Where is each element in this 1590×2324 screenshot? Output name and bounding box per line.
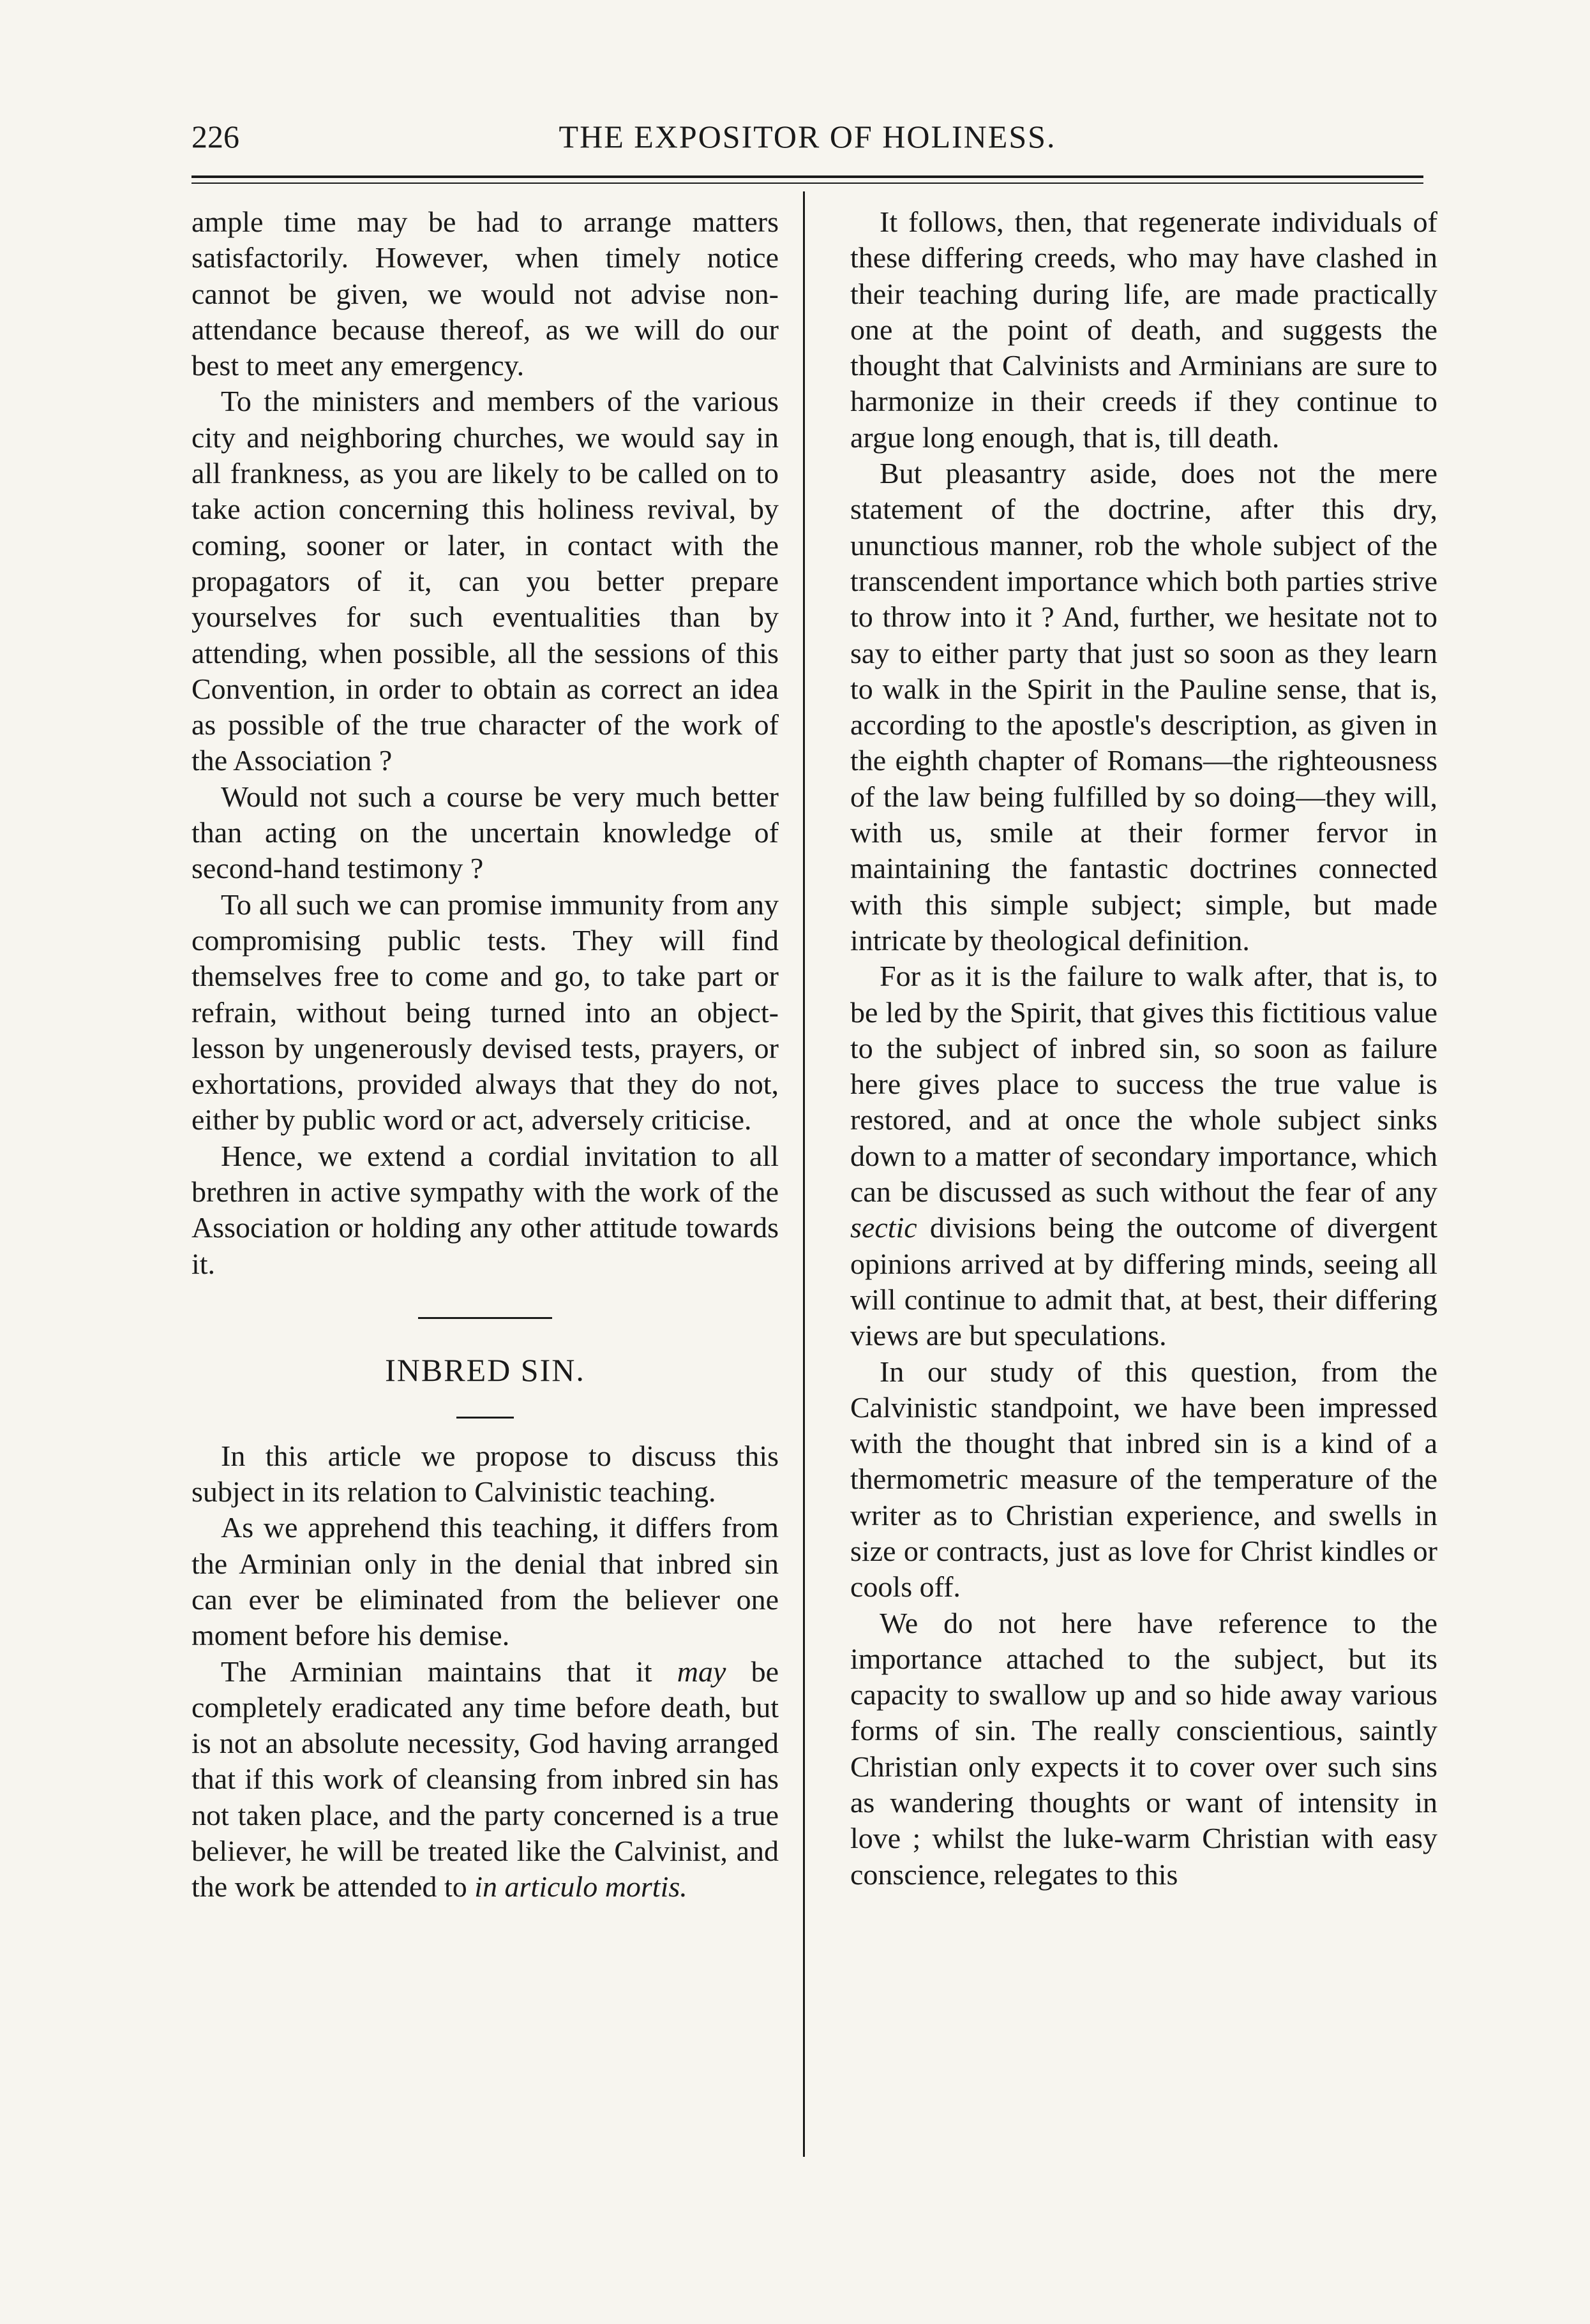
section-rule-below	[191, 1391, 779, 1427]
paragraph: It follows, then, that regenerate individuals of these differing creeds, who may have clashed in their teaching during life, are made practically one at the point of death, and suggests the thought that Calvinists and Arminians are sure to harmonize in their creeds if they continue to argue long enough, that is, till death.	[850, 205, 1437, 454]
running-title: THE EXPOSITOR OF HOLINESS.	[559, 119, 1056, 154]
emphasis: may	[677, 1655, 726, 1688]
emphasis: sectic	[850, 1211, 917, 1244]
left-column	[191, 204, 779, 2182]
page-header	[191, 118, 1423, 169]
paragraph: To the ministers and members of the various city and neighboring churches, we would say in all frankness, as you are likely to be called on to take action concerning this holiness revival, by coming, sooner or later, in contact with the propagators of it, can you better prepare yourselves for such eventualities than by attending, when possible, all the sessions of this Convention, in order to obtain as correct an idea as possible of the true character of the work of the Association ?	[191, 385, 779, 777]
paragraph: The Arminian maintains that it may be completely eradicated any time before death, but is not an absolute necessity, God having arranged that if this work of cleansing from inbred sin has not taken place, and the party concerned is a true believer, he will be treated like the Calvinist, and the work be attended to in articulo mortis.	[191, 1655, 779, 1903]
paragraph: For as it is the failure to walk after, that is, to be led by the Spirit, that gives this fictitious value to the subject of inbred sin, so soon as failure here gives place to success the true value is restored, and at once the whole subject sinks down to a matter of secondary importance, which can be discussed as such without the fear of any sectic divisions being the outcome of divergent opinions arrived at by differing minds, seeing all will continue to admit that, at best, their differing views are but speculations.	[850, 960, 1437, 1352]
emphasis: in articulo mortis.	[474, 1870, 687, 1903]
paragraph: As we apprehend this teaching, it differs from the Arminian only in the denial that inbred sin can ever be eliminated from the believer one moment before his demise.	[191, 1511, 779, 1652]
column-divider	[803, 191, 805, 2157]
section-title: INBRED SIN.	[385, 1352, 585, 1389]
right-column	[850, 204, 1437, 2182]
paragraph: We do not here have reference to the importance attached to the subject, but its capacity to swallow up and so hide away various forms of sin. The really conscientious, saintly Christian only expects it to cover over such sins as wandering thoughts or want of intensity in love ; whilst the luke-warm Christian with easy conscience, relegates to this	[850, 1606, 1437, 1891]
paragraph: Hence, we extend a cordial invitation to all brethren in active sympathy with the work of the Association or holding any other attitude towards it.	[191, 1139, 779, 1280]
paragraph: To all such we can promise immunity from any compromising public tests. They will find themselves free to come and go, to take part or refrain, without being turned into an object-lesson by ungenerously devised tests, prayers, or exhortations, provided always that they do not, either by public word or act, adversely criticise.	[191, 888, 779, 1136]
paragraph: But pleasantry aside, does not the mere statement of the doctrine, after this dry, ununctious manner, rob the whole subject of the transcendent importance which both parties strive to throw into it ? And, further, we hesitate not to say to either party that just so soon as they learn to walk in the Spirit in the Pauline sense, that is, according to the apostle's description, as given in the eighth chapter of Romans—the righteousness of the law being fulfilled by so doing—they will, with us, smile at their former fervor in maintaining the fantastic doctrines connected with this simple subject; simple, but made intricate by theological definition.	[850, 457, 1437, 957]
page-number: 226	[191, 119, 239, 154]
paragraph: In our study of this question, from the Calvinistic standpoint, we have been impressed with the thought that inbred sin is a kind of a thermometric measure of the temperature of the writer as to Christian experience, and swells in size or contracts, just as love for Christ kindles or cools off.	[850, 1355, 1437, 1604]
paragraph: Would not such a course be very much better than acting on the uncertain knowledge of second-hand testimony ?	[191, 780, 779, 885]
header-rule	[191, 175, 1423, 178]
section-rule-above	[191, 1297, 779, 1333]
header-rule-thin	[191, 182, 1423, 184]
paragraph: ample time may be had to arrange matters satisfactorily. However, when timely notice cannot be given, we would not advise non-attendance because thereof, as we will do our best to meet any emergency.	[191, 205, 779, 382]
paragraph: In this article we propose to discuss this subject in its relation to Calvinistic teaching.	[191, 1439, 779, 1508]
